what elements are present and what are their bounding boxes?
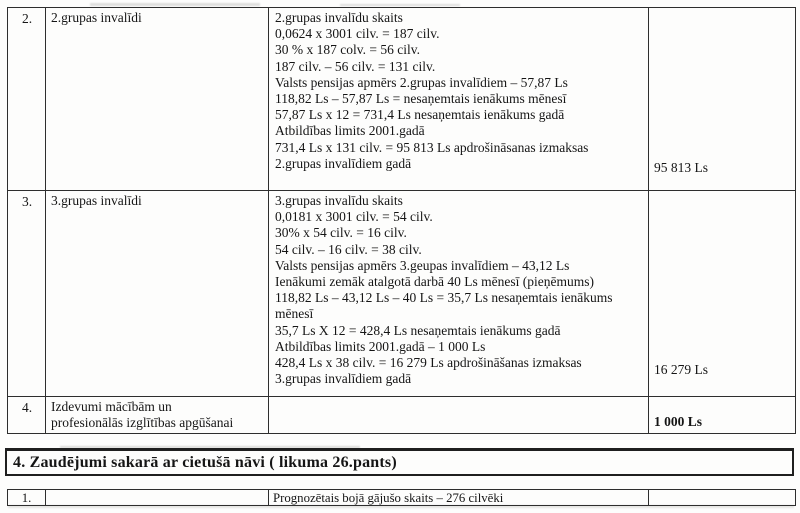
category-line: profesionālās izglītības apgūšanai [51,415,234,431]
table-row-4 [8,397,796,434]
table-row-2 [8,8,796,191]
calc-line: Ienākumi zemāk atalgotā darbā 40 Ls mēnesī (pieņēmums) [275,274,595,290]
calc-line: 0,0624 x 3001 cilv. = 187 cilv. [275,26,440,42]
secondary-table [7,489,796,506]
calculation-cell: Prognozētais bojā gājušo skaits – 276 cilvēki [269,490,649,506]
category-cell: 3.grupas invalīdi [46,191,269,397]
row-number-cell: 4. [8,397,46,434]
calc-line: 35,7 Ls X 12 = 428,4 Ls nesaņemtais ienākums gadā [275,322,561,338]
amount-cell: 95 813 Ls [649,8,796,191]
calc-line: 2.grupas invalīdiem gadā [275,155,412,171]
row-number-cell: 2. [8,8,46,191]
row-number-cell: 1. [8,490,46,506]
calc-line: Valsts pensijas apmērs 3.geupas invalīdiem – 43,12 Ls [275,257,570,273]
amount-cell [649,490,796,506]
calc-line: Atbildības limits 2001.gadā – 1 000 Ls [275,338,486,354]
category-cell: 2.grupas invalīdi [46,8,269,191]
scan-artifact [90,3,260,6]
row-number-cell: 3. [8,191,46,397]
amount-cell: 16 279 Ls [649,191,796,397]
calc-line: 428,4 Ls x 38 cilv. = 16 279 Ls apdrošināšanas izmaksas [275,355,582,371]
calc-line: 0,0181 x 3001 cilv. = 54 cilv. [275,209,433,225]
calculation-cell [269,397,649,434]
calc-line: 3.grupas invalīdu skaits [275,193,403,208]
calc-line: 30% x 54 cilv. = 16 cilv. [275,225,407,241]
calculation-cell [269,8,649,191]
calc-line: Atbildības limits 2001.gadā [275,123,425,139]
calc-line: mēnesī [275,306,314,322]
calc-line: 3.grupas invalīdiem gadā [275,371,412,387]
table-row-3 [8,191,796,397]
calc-line: Valsts pensijas apmērs 2.grupas invalīdiem – 57,87 Ls [275,74,568,90]
calc-line: 54 cilv. – 16 cilv. = 38 cilv. [275,241,422,257]
calc-line: 118,82 Ls – 43,12 Ls – 40 Ls = 35,7 Ls nesaņemtais ienākums [275,290,613,306]
calculation-cell [269,191,649,397]
category-line: Izdevumi mācībām un [51,399,172,414]
category-cell [46,490,269,506]
calc-line: 118,82 Ls – 57,87 Ls = nesaņemtais ienākums mēnesī [275,91,567,107]
calc-line: 30 % x 187 colv. = 56 cilv. [275,42,420,58]
scan-artifact [340,4,460,6]
amount-cell: 1 000 Ls [649,397,796,434]
calc-line: 57,87 Ls x 12 = 731,4 Ls nesaņemtais ienākums gadā [275,107,565,123]
calc-line: 2.grupas invalīdu skaits [275,10,403,25]
compensation-table [7,7,796,434]
section-heading: 4. Zaudējumi sakarā ar cietušā nāvi ( likuma 26.pants) [5,448,794,476]
table-row-1 [8,490,796,506]
category-cell [46,397,269,434]
calc-line: 187 cilv. – 56 cilv. = 131 cilv. [275,58,436,74]
calc-line: 731,4 Ls x 131 cilv. = 95 813 Ls apdrošināsanas izmaksas [275,139,589,155]
